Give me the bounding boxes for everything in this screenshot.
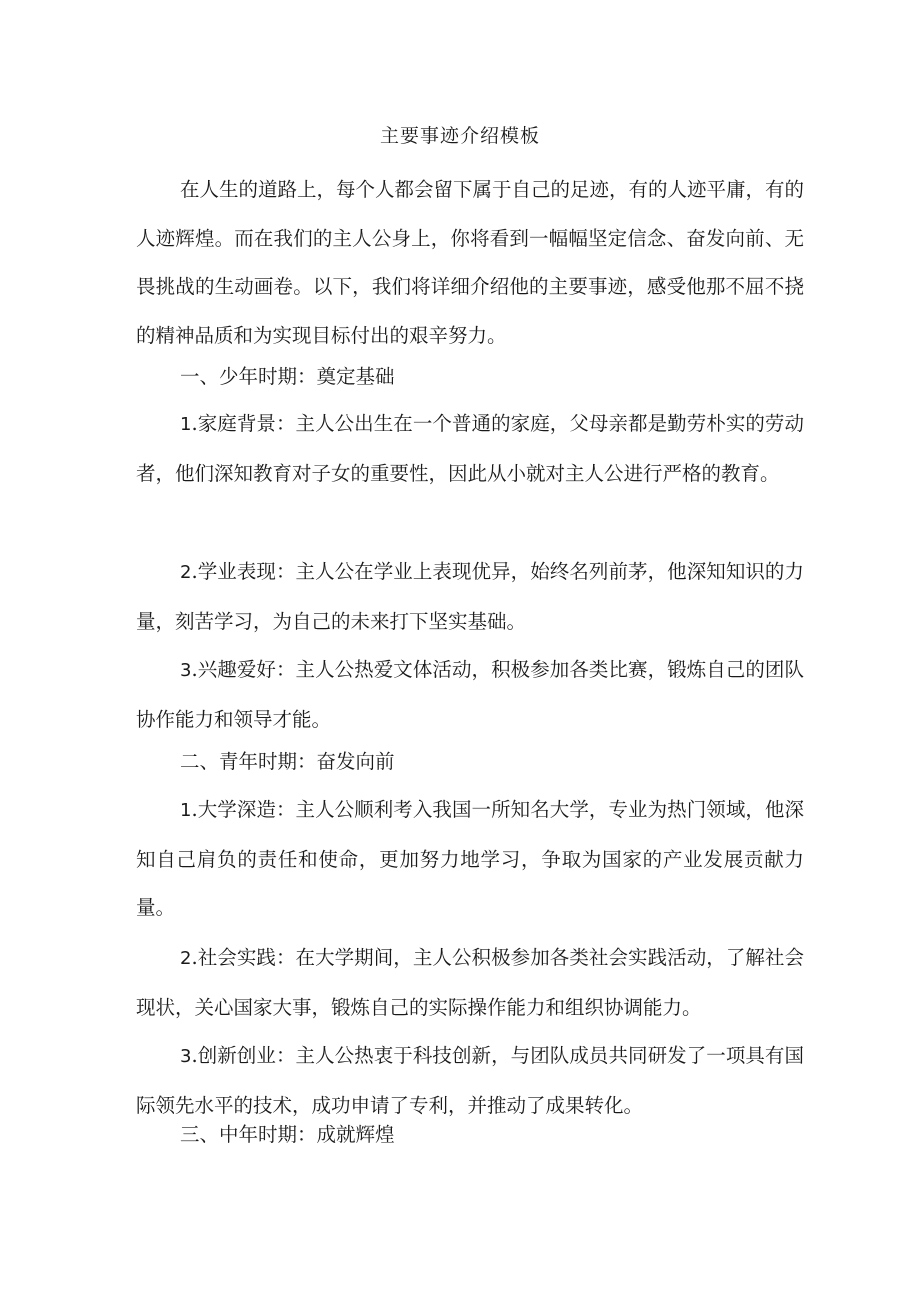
section1-item-3 [136, 646, 804, 744]
item-text: .家庭背景：主人公出生在一个普通的家庭，父母亲都是勤劳朴实的劳动者，他们深知教育对子女的重要性，因此从小就对主人公进行严格的教育。 [136, 412, 804, 485]
item-number: 2 [180, 948, 192, 969]
section2-item-2 [136, 934, 804, 1032]
section2-item-3 [136, 1032, 804, 1130]
section1-item-1 [136, 400, 804, 498]
document-title: 主要事迹介绍模板 [379, 125, 540, 147]
item-text: .创新创业：主人公热衷于科技创新，与团队成员共同研发了一项具有国际领先水平的技术，成功申请了专利，并推动了成果转化。 [136, 1044, 804, 1117]
section1-item-2 [136, 548, 804, 646]
section2-item-1 [136, 786, 804, 933]
item-number: 3 [180, 660, 192, 681]
intro-paragraph: 在人生的道路上，每个人都会留下属于自己的足迹，有的人迹平庸，有的人迹辉煌。而在我们的主人公身上，你将看到一幅幅坚定信念、奋发向前、无畏挑战的生动画卷。以下，我们将详细介绍他的主要事迹，感受他那不屈不挠的精神品质和为实现目标付出的艰辛努力。 [136, 178, 805, 347]
item-text: .大学深造：主人公顺利考入我国一所知名大学，专业为热门领域，他深知自己肩负的责任和使命，更加努力地学习，争取为国家的产业发展贡献力量。 [136, 798, 804, 919]
item-number: 1 [180, 414, 192, 435]
section2-heading: 二、青年时期：奋发向前 [180, 750, 395, 773]
item-text: .学业表现：主人公在学业上表现优异，始终名列前茅，他深知知识的力量，刻苦学习，为自己的未来打下坚实基础。 [136, 560, 804, 633]
section1-heading: 一、少年时期：奠定基础 [180, 365, 395, 388]
item-number: 1 [180, 800, 192, 821]
item-text: .兴趣爱好：主人公热爱文体活动，积极参加各类比赛，锻炼自己的团队协作能力和领导才能。 [136, 658, 804, 731]
item-text: .社会实践：在大学期间，主人公积极参加各类社会实践活动，了解社会现状，关心国家大事，锻炼自己的实际操作能力和组织协调能力。 [136, 946, 804, 1019]
section3-heading: 三、中年时期：成就辉煌 [180, 1123, 395, 1146]
item-number: 3 [180, 1046, 192, 1067]
item-number: 2 [180, 562, 192, 583]
